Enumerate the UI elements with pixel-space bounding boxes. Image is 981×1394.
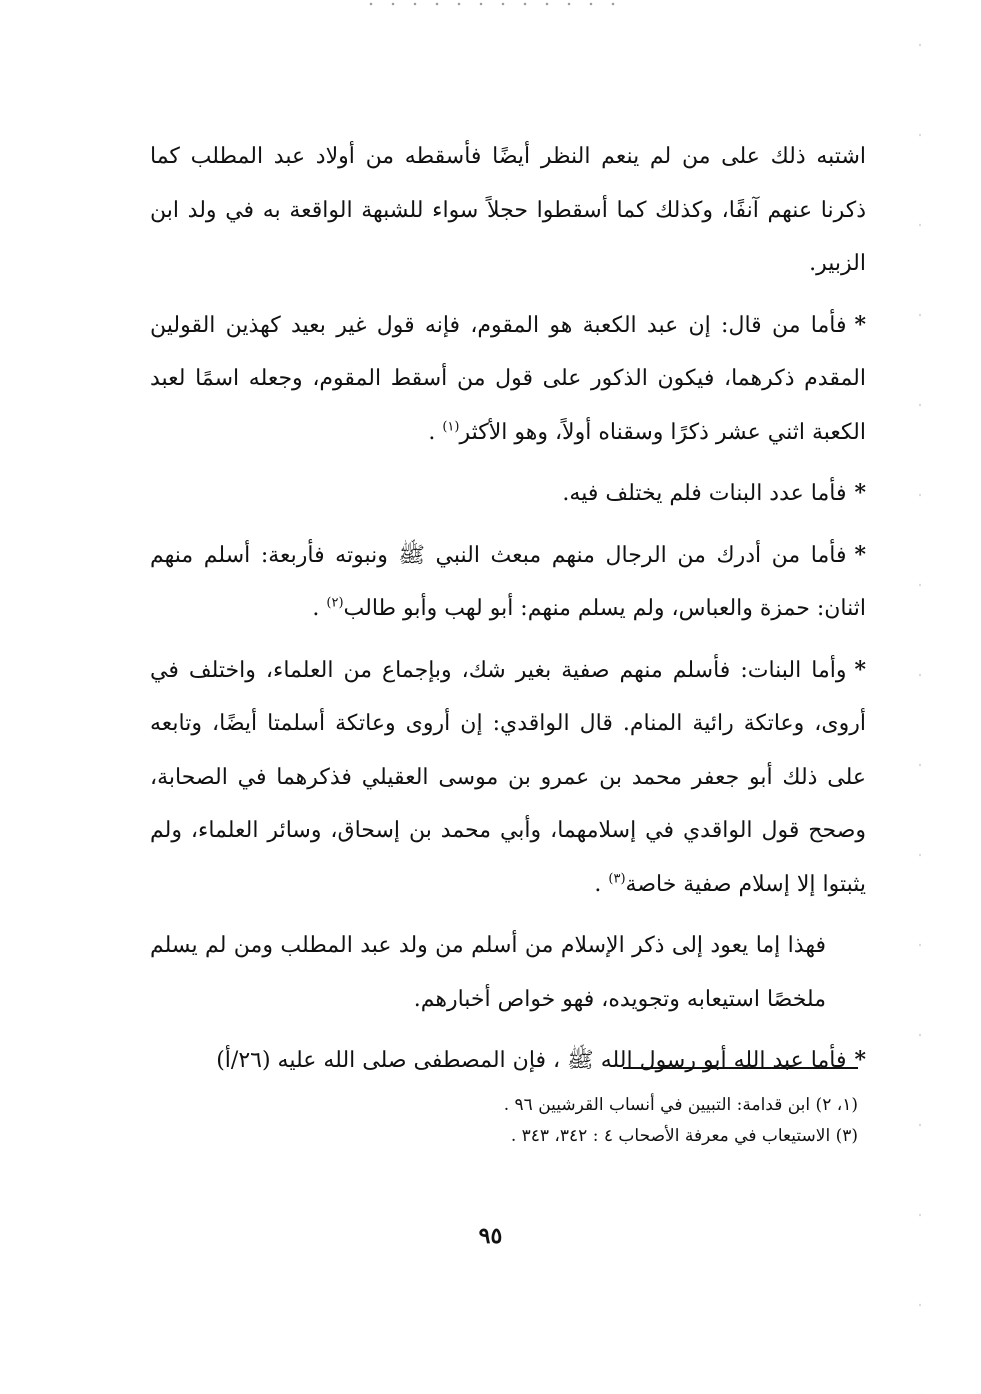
paragraph-3 (150, 467, 866, 521)
paragraph-end: . (428, 419, 443, 445)
footnote-ref-2: (٢) (326, 595, 344, 611)
page-number: ٩٥ (478, 1223, 503, 1249)
paragraph-text: فهذا إما يعود إلى ذكر الإسلام من أسلم من ولد عبد المطلب ومن لم يسلم ملخصًا استيعابه وتجويده، فهو خواص أخبارهم. (150, 933, 827, 1012)
paragraph-7 (150, 1034, 866, 1088)
paragraph-text: فأما من أدرك من الرجال منهم مبعث النبي ﷺ ونبوته فأربعة: أسلم منهم اثنان: حمزة والعباس، ولم يسلم منهم: أبو لهب وأبو طالب (150, 542, 866, 621)
paragraph-4 (150, 529, 866, 636)
paragraph-1 (150, 130, 866, 291)
paragraph-end: . (312, 596, 327, 621)
paragraph-5 (150, 644, 866, 912)
asterisk-marker: * (854, 1047, 866, 1073)
footnote-1-2: (١، ٢) ابن قدامة: التبيين في أنساب القرشيين ٩٦ . (503, 1095, 858, 1115)
asterisk-marker: * (854, 480, 866, 506)
footnote-separator (623, 1067, 858, 1069)
paragraph-text: فأما عبد الله أبو رسول الله ﷺ ، فإن المصطفى صلى الله عليه (٢٦/أ) (216, 1048, 847, 1073)
footnote-3: (٣) الاستيعاب في معرفة الأصحاب ٤ : ٣٤٢، ٣٤٣ . (510, 1126, 858, 1146)
asterisk-marker: * (854, 656, 866, 683)
footnotes (298, 1090, 858, 1152)
asterisk-marker: * (854, 541, 866, 568)
footnote-ref-1: (١) (442, 419, 460, 435)
paragraph-text: اشتبه ذلك على من لم ينعم النظر أيضًا فأسقطه من أولاد عبد المطلب كما ذكرنا عنهم آنفًا، وكذلك كما أسقطوا حجلاً سواء للشبهة الواقعة به في ولد ابن الزبير. (150, 144, 866, 276)
scan-artifact-edge (919, 0, 921, 1394)
footnote-ref-3: (٣) (608, 871, 626, 887)
paragraph-text: فأما من قال: إن عبد الكعبة هو المقوم، فإنه قول غير بعيد كهذين القولين المقدم ذكرهما، فيكون الذكور على قول من أسقط المقوم، وجعله اسمًا لعبد الكعبة اثني عشر ذكرًا وسقناه أولاً، وهو الأكثر (150, 312, 866, 445)
paragraph-2 (150, 299, 866, 460)
paragraph-6 (150, 919, 866, 1026)
scan-artifact-dots (360, 0, 620, 8)
body-text (150, 130, 866, 1096)
paragraph-text: وأما البنات: فأسلم منهم صفية بغير شك، وبإجماع من العلماء، واختلف في أروى، وعاتكة رائية المنام. قال الواقدي: إن أروى وعاتكة أسلمتا أيضًا، وتابعه على ذلك أبو جعفر محمد بن عمرو بن موسى العقيلي فذكرهما في الصحابة، وصحح قول الواقدي في إسلامهما، وأبي محمد بن إسحاق، وسائر العلماء، ولم يثبتوا إلا إسلام صفية خاصة (150, 657, 866, 897)
paragraph-end: . (594, 871, 609, 897)
asterisk-marker: * (854, 311, 866, 338)
paragraph-text: فأما عدد البنات فلم يختلف فيه. (562, 481, 847, 506)
